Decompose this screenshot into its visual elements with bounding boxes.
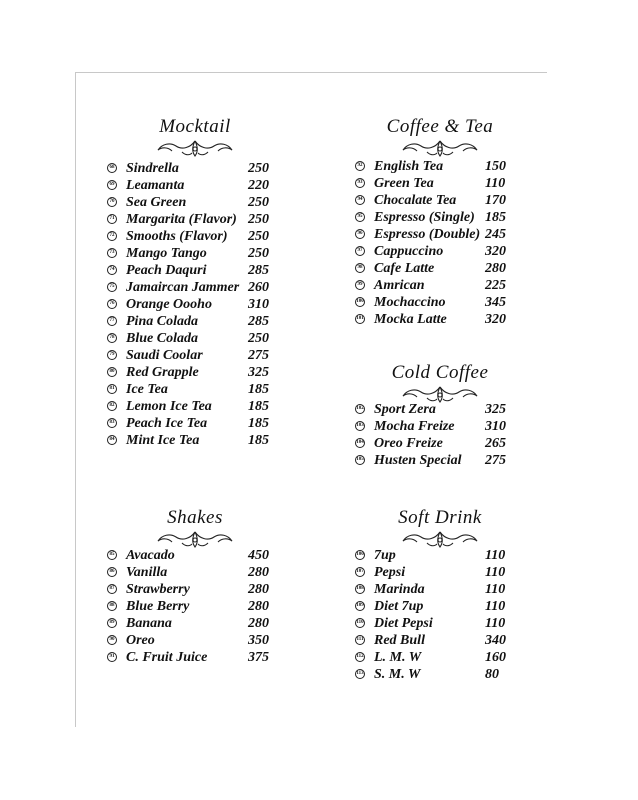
menu-item xyxy=(355,175,525,192)
menu-item xyxy=(355,311,525,328)
menu-item xyxy=(107,211,287,228)
menu-item xyxy=(107,615,287,632)
item-number-badge: 83 xyxy=(107,418,117,428)
item-name: Pepsi xyxy=(374,565,406,580)
item-name: Cafe Latte xyxy=(374,261,435,276)
item-number-badge: 109 xyxy=(355,601,365,611)
shakes-list xyxy=(107,547,287,666)
item-name: S. M. W xyxy=(374,667,421,682)
item-name: Peach Ice Tea xyxy=(126,416,208,431)
item-price: 310 xyxy=(485,419,506,434)
item-price: 250 xyxy=(248,161,269,176)
item-price: 310 xyxy=(248,297,269,312)
item-price: 275 xyxy=(485,453,506,468)
item-number-badge: 92 xyxy=(355,161,365,171)
item-number-badge: 100 xyxy=(355,297,365,307)
mocktail-title: Mocktail xyxy=(159,116,231,137)
item-price: 375 xyxy=(248,650,269,665)
menu-item xyxy=(107,330,287,347)
item-price: 280 xyxy=(248,616,269,631)
item-number-badge: 113 xyxy=(355,669,365,679)
item-number-badge: 110 xyxy=(355,618,365,628)
item-name: Leamanta xyxy=(126,178,185,193)
item-number-badge: 98 xyxy=(355,263,365,273)
item-name: Mocka Latte xyxy=(374,312,447,327)
coffee-tea-title: Coffee & Tea xyxy=(386,116,494,137)
menu-item xyxy=(355,401,525,418)
menu-item xyxy=(107,649,287,666)
item-number-badge: 68 xyxy=(107,163,117,173)
menu-item xyxy=(355,615,525,632)
item-price: 185 xyxy=(248,433,269,448)
item-price: 345 xyxy=(485,295,506,310)
item-name: Chocalate Tea xyxy=(374,193,457,208)
item-price: 110 xyxy=(485,176,506,191)
item-price: 280 xyxy=(248,565,269,580)
menu-item xyxy=(107,245,287,262)
item-price: 185 xyxy=(248,382,269,397)
item-name: Sport Zera xyxy=(374,402,436,417)
item-number-badge: 72 xyxy=(107,231,117,241)
item-price: 110 xyxy=(485,616,506,631)
item-name: Margarita (Flavor) xyxy=(126,212,237,227)
soft-drink-list xyxy=(355,547,525,683)
item-name: Pina Colada xyxy=(126,314,198,329)
item-price: 285 xyxy=(248,263,269,278)
menu-item xyxy=(355,598,525,615)
item-number-badge: 102 xyxy=(355,404,365,414)
item-number-badge: 106 xyxy=(355,550,365,560)
item-name: Sea Green xyxy=(126,195,187,210)
item-number-badge: 101 xyxy=(355,314,365,324)
item-number-badge: 70 xyxy=(107,197,117,207)
menu-item xyxy=(107,160,287,177)
item-number-badge: 78 xyxy=(107,333,117,343)
item-number-badge: 77 xyxy=(107,316,117,326)
item-number-badge: 71 xyxy=(107,214,117,224)
menu-item xyxy=(107,347,287,364)
item-name: Smooths (Flavor) xyxy=(126,229,228,244)
item-number-badge: 96 xyxy=(355,229,365,239)
item-price: 280 xyxy=(248,599,269,614)
menu-item xyxy=(107,381,287,398)
menu-item xyxy=(107,398,287,415)
menu-item xyxy=(107,547,287,564)
item-number-badge: 75 xyxy=(107,282,117,292)
menu-item xyxy=(107,177,287,194)
ornament-flourish-icon xyxy=(397,138,483,158)
menu-item xyxy=(107,632,287,649)
item-name: Avacado xyxy=(126,548,175,563)
soft-drink-title: Soft Drink xyxy=(398,507,482,528)
item-number-badge: 91 xyxy=(107,652,117,662)
item-name: Blue Berry xyxy=(126,599,190,614)
item-price: 250 xyxy=(248,331,269,346)
item-price: 350 xyxy=(248,633,269,648)
item-name: Marinda xyxy=(374,582,425,597)
menu-item xyxy=(107,432,287,449)
item-price: 275 xyxy=(248,348,269,363)
mocktail-list xyxy=(107,160,287,449)
item-number-badge: 93 xyxy=(355,178,365,188)
item-number-badge: 97 xyxy=(355,246,365,256)
item-price: 110 xyxy=(485,599,506,614)
item-name: Orange Oooho xyxy=(126,297,212,312)
item-number-badge: 81 xyxy=(107,384,117,394)
item-name: Oreo Freize xyxy=(374,436,443,451)
menu-item xyxy=(107,415,287,432)
item-name: Blue Colada xyxy=(126,331,198,346)
item-price: 220 xyxy=(248,178,269,193)
page-border-left xyxy=(75,72,76,727)
item-name: Peach Daquri xyxy=(126,263,207,278)
item-number-badge: 88 xyxy=(107,601,117,611)
menu-item xyxy=(355,547,525,564)
menu-item xyxy=(355,277,525,294)
item-number-badge: 82 xyxy=(107,401,117,411)
item-name: Strawberry xyxy=(126,582,190,597)
item-name: Espresso (Double) xyxy=(374,227,481,242)
item-number-badge: 69 xyxy=(107,180,117,190)
menu-item xyxy=(107,564,287,581)
item-price: 325 xyxy=(248,365,269,380)
menu-item xyxy=(355,666,525,683)
item-price: 185 xyxy=(248,416,269,431)
item-number-badge: 87 xyxy=(107,584,117,594)
menu-item xyxy=(355,243,525,260)
item-price: 280 xyxy=(248,582,269,597)
item-price: 260 xyxy=(248,280,269,295)
menu-item xyxy=(107,313,287,330)
item-number-badge: 89 xyxy=(107,618,117,628)
item-price: 320 xyxy=(485,312,506,327)
menu-item xyxy=(355,564,525,581)
item-price: 250 xyxy=(248,229,269,244)
item-price: 110 xyxy=(485,565,506,580)
item-name: Green Tea xyxy=(374,176,434,191)
item-price: 340 xyxy=(485,633,506,648)
item-price: 250 xyxy=(248,195,269,210)
item-number-badge: 76 xyxy=(107,299,117,309)
item-name: English Tea xyxy=(374,159,444,174)
item-name: Mango Tango xyxy=(126,246,207,261)
item-number-badge: 74 xyxy=(107,265,117,275)
menu-item xyxy=(107,296,287,313)
item-number-badge: 103 xyxy=(355,421,365,431)
ornament-flourish-icon xyxy=(152,529,238,549)
cold-coffee-list xyxy=(355,401,525,469)
coffee-tea-list xyxy=(355,158,525,328)
menu-item xyxy=(355,158,525,175)
menu-item xyxy=(355,435,525,452)
menu-item xyxy=(355,294,525,311)
menu-item xyxy=(107,364,287,381)
item-name: Ice Tea xyxy=(126,382,168,397)
menu-item xyxy=(355,209,525,226)
item-number-badge: 105 xyxy=(355,455,365,465)
item-name: Lemon Ice Tea xyxy=(126,399,212,414)
item-price: 285 xyxy=(248,314,269,329)
item-name: Red Bull xyxy=(374,633,425,648)
item-name: Diet 7up xyxy=(374,599,424,614)
item-number-badge: 80 xyxy=(107,367,117,377)
item-number-badge: 99 xyxy=(355,280,365,290)
item-price: 265 xyxy=(485,436,506,451)
menu-item xyxy=(355,452,525,469)
item-price: 160 xyxy=(485,650,506,665)
item-price: 185 xyxy=(248,399,269,414)
item-price: 280 xyxy=(485,261,506,276)
menu-item xyxy=(355,649,525,666)
ornament-flourish-icon xyxy=(152,138,238,158)
item-name: Mocha Freize xyxy=(374,419,455,434)
item-price: 450 xyxy=(248,548,269,563)
item-number-badge: 108 xyxy=(355,584,365,594)
item-name: Cappuccino xyxy=(374,244,444,259)
item-price: 250 xyxy=(248,246,269,261)
menu-item xyxy=(355,581,525,598)
menu-item xyxy=(107,279,287,296)
item-name: Diet Pepsi xyxy=(374,616,433,631)
item-price: 110 xyxy=(485,582,506,597)
item-price: 170 xyxy=(485,193,506,208)
item-number-badge: 112 xyxy=(355,652,365,662)
item-price: 320 xyxy=(485,244,506,259)
item-price: 325 xyxy=(485,402,506,417)
menu-item xyxy=(355,260,525,277)
menu-item xyxy=(355,632,525,649)
item-name: Mochaccino xyxy=(374,295,446,310)
page-border-top xyxy=(75,72,547,73)
menu-item xyxy=(107,581,287,598)
item-number-badge: 104 xyxy=(355,438,365,448)
item-price: 225 xyxy=(485,278,506,293)
item-name: Mint Ice Tea xyxy=(126,433,200,448)
item-number-badge: 86 xyxy=(107,567,117,577)
item-name: Espresso (Single) xyxy=(374,210,475,225)
item-number-badge: 111 xyxy=(355,635,365,645)
item-price: 110 xyxy=(485,548,506,563)
item-number-badge: 73 xyxy=(107,248,117,258)
item-name: Amrican xyxy=(374,278,425,293)
item-number-badge: 90 xyxy=(107,635,117,645)
item-number-badge: 85 xyxy=(107,550,117,560)
item-price: 80 xyxy=(485,667,499,682)
shakes-title: Shakes xyxy=(167,507,223,528)
item-price: 150 xyxy=(485,159,506,174)
item-number-badge: 84 xyxy=(107,435,117,445)
menu-item xyxy=(355,418,525,435)
menu-item xyxy=(355,226,525,243)
item-name: C. Fruit Juice xyxy=(126,650,208,665)
item-name: 7up xyxy=(374,548,396,563)
item-name: Banana xyxy=(126,616,172,631)
item-price: 245 xyxy=(485,227,506,242)
cold-coffee-title: Cold Coffee xyxy=(391,362,489,383)
item-number-badge: 94 xyxy=(355,195,365,205)
item-name: Sindrella xyxy=(126,161,179,176)
item-price: 185 xyxy=(485,210,506,225)
menu-item xyxy=(107,598,287,615)
ornament-flourish-icon xyxy=(397,529,483,549)
item-name: Vanilla xyxy=(126,565,168,580)
item-name: Red Grapple xyxy=(126,365,199,380)
item-name: Jamaircan Jammer xyxy=(126,280,240,295)
item-name: Husten Special xyxy=(374,453,462,468)
item-number-badge: 79 xyxy=(107,350,117,360)
item-name: Saudi Coolar xyxy=(126,348,203,363)
item-number-badge: 95 xyxy=(355,212,365,222)
menu-item xyxy=(107,228,287,245)
item-price: 250 xyxy=(248,212,269,227)
item-name: L. M. W xyxy=(374,650,422,665)
menu-item xyxy=(107,194,287,211)
item-name: Oreo xyxy=(126,633,155,648)
menu-item xyxy=(355,192,525,209)
item-number-badge: 107 xyxy=(355,567,365,577)
menu-item xyxy=(107,262,287,279)
